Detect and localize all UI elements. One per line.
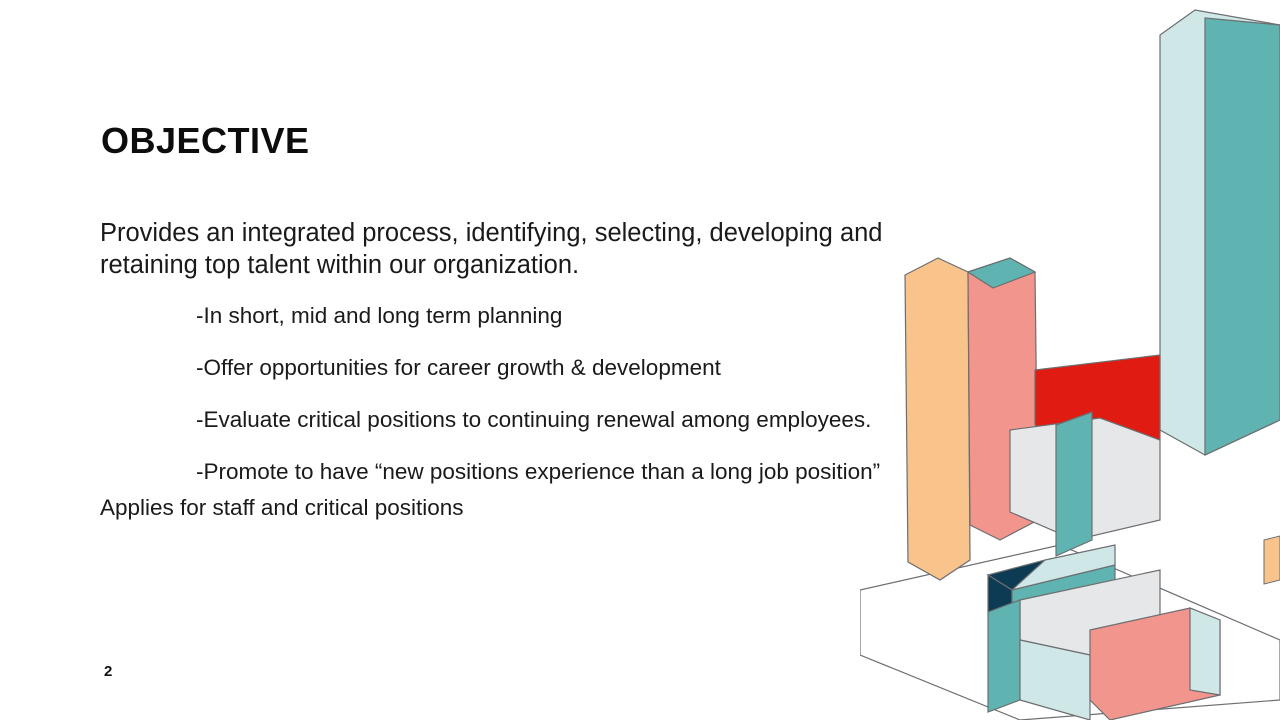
lead-paragraph-line-2: retaining top talent within our organization.: [100, 250, 580, 279]
page-title: OBJECTIVE: [101, 120, 310, 162]
list-item: -In short, mid and long term planning: [196, 303, 563, 328]
closing-line: Applies for staff and critical positions: [100, 495, 464, 520]
list-item: -Offer opportunities for career growth & development: [196, 355, 721, 380]
lead-paragraph: [100, 218, 1130, 282]
bullet-list: [196, 302, 1156, 510]
lead-paragraph-line-1: Provides an integrated process, identifying, selecting, developing and: [100, 219, 883, 247]
page-number: 2: [104, 663, 113, 680]
list-item: -Evaluate critical positions to continuing renewal among employees.: [196, 407, 872, 432]
list-item: -Promote to have “new positions experience than a long job position”: [196, 459, 881, 484]
